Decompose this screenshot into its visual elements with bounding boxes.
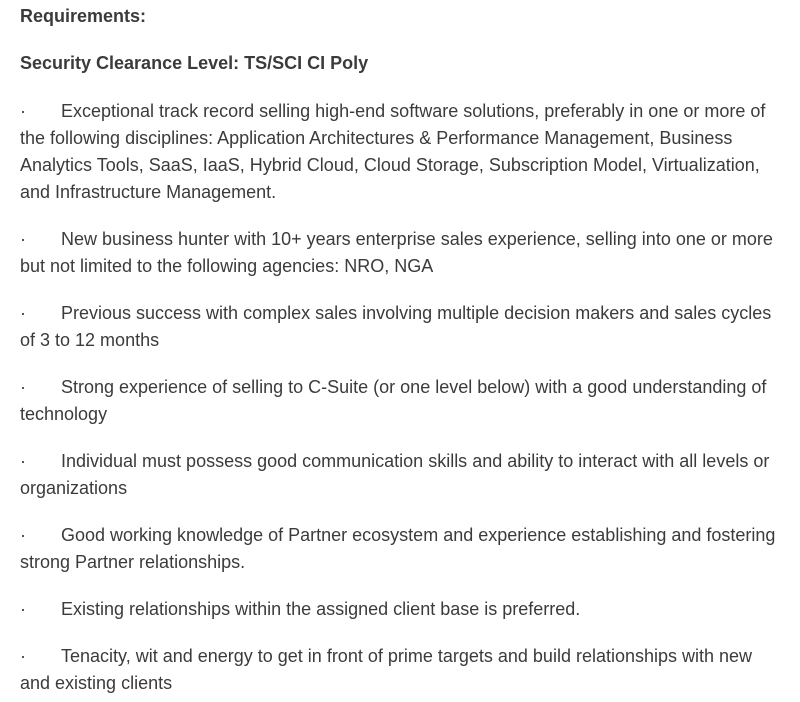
list-item [20,643,780,697]
list-item-text: Good working knowledge of Partner ecosystem and experience establishing and fostering strong Partner relationships. [20,525,776,572]
list-item [20,98,780,206]
list-item-text: Exceptional track record selling high-end software solutions, preferably in one or more of the following disciplines: Application Architectures & Performance Management, Business Analytics Tools, SaaS, IaaS, Hybrid Cloud, Cloud Storage, Subscription Model, Virtualization, and Infrastructure Management. [20,101,766,202]
list-item [20,596,780,623]
bullet-icon: · [20,229,26,249]
bullet-icon: · [20,451,26,471]
list-item-text: Previous success with complex sales involving multiple decision makers and sales cycles of 3 to 12 months [20,303,772,350]
clearance-heading: Security Clearance Level: TS/SCI CI Poly [20,53,369,73]
bullet-icon: · [20,525,26,545]
list-item [20,226,780,280]
requirements-heading: Requirements: [20,6,147,26]
list-item-text: Individual must possess good communication skills and ability to interact with all levels or organizations [20,451,770,498]
bullet-icon: · [20,101,26,121]
list-item-text: Strong experience of selling to C-Suite (or one level below) with a good understanding of technology [20,377,767,424]
bullet-icon: · [20,303,26,323]
list-item-text: New business hunter with 10+ years enterprise sales experience, selling into one or more but not limited to the following agencies: NRO, NGA [20,229,773,276]
list-item-text: Tenacity, wit and energy to get in front of prime targets and build relationships with new and existing clients [20,646,753,693]
bullet-icon: · [20,646,26,666]
list-item-text: Existing relationships within the assigned client base is preferred. [61,599,581,619]
list-item [20,300,780,354]
list-item [20,374,780,428]
list-item [20,522,780,576]
requirements-list [20,98,780,697]
bullet-icon: · [20,599,26,619]
list-item [20,448,780,502]
bullet-icon: · [20,377,26,397]
